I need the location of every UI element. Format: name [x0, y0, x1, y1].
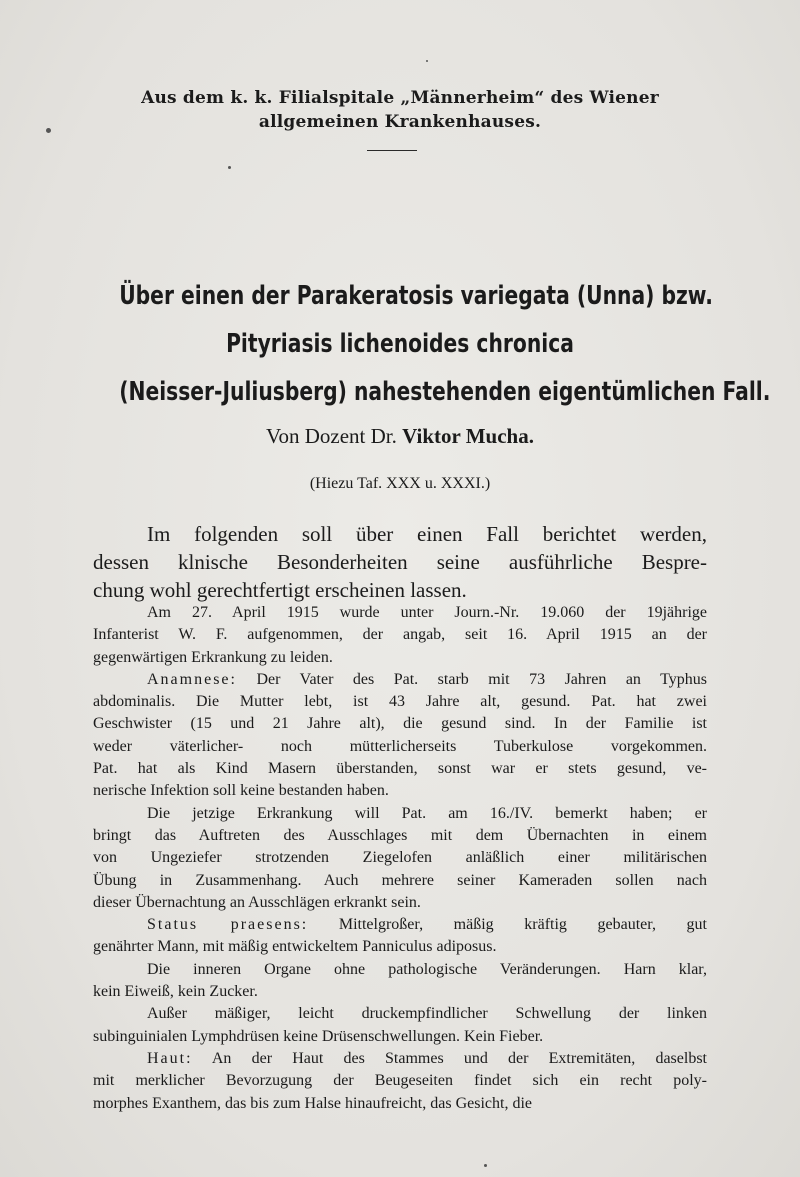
body-line: weder väterlicher- noch mütterlicherseits Tuberkulose vorgekommen.	[93, 737, 707, 755]
body-paragraph	[93, 602, 707, 669]
paragraph-label: Anamnese:	[147, 670, 237, 688]
body-line: Die jetzige Erkrankung will Pat. am 16./IV. bemerkt haben; er	[147, 804, 707, 822]
header-divider	[367, 150, 417, 151]
body-line: Geschwister (15 und 21 Jahre alt), die gesund sind. In der Familie ist	[93, 715, 707, 733]
author-line	[80, 422, 720, 450]
body-line: genährter Mann, mit mäßig entwickeltem Panniculus adiposus.	[93, 938, 497, 956]
body-line: nerische Infektion soll keine bestanden haben.	[93, 782, 389, 800]
body-line: Am 27. April 1915 wurde unter Journ.-Nr. 19.060 der 19jährige	[147, 604, 707, 621]
body-line: subinguinialen Lymphdrüsen keine Drüsenschwellungen. Kein Fieber.	[93, 1027, 544, 1045]
lead-line: Im folgenden soll über einen Fall berichtet werden,	[147, 522, 707, 546]
body-line-text: Der Vater des Pat. starb mit 73 Jahren an Typhus	[256, 670, 707, 688]
body-line: Die inneren Organe ohne pathologische Veränderungen. Harn klar,	[147, 960, 707, 978]
print-speck	[46, 128, 51, 133]
body-paragraph	[93, 1048, 707, 1115]
body-paragraph	[93, 803, 707, 914]
print-speck	[426, 60, 428, 62]
lead-line: chung wohl gerechtfertigt erscheinen lassen.	[93, 578, 467, 602]
paragraph-label: Haut:	[147, 1049, 193, 1067]
title-line-3: (Neisser-Juliusberg) nahestehenden eigentümlichen Fall.	[119, 377, 771, 407]
body-line: kein Eiweiß, kein Zucker.	[93, 983, 258, 1001]
body-paragraph	[93, 914, 707, 959]
body-line: bringt das Auftreten des Ausschlages mit dem Übernachten in einem	[93, 826, 707, 844]
body-line: Pat. hat als Kind Masern überstanden, sonst war er stets gesund, ve-	[93, 760, 707, 778]
body-line: mit merklicher Bevorzugung der Beugeseiten findet sich ein recht poly-	[93, 1072, 707, 1090]
body-line: Infanterist W. F. aufgenommen, der angab, seit 16. April 1915 an der	[93, 626, 707, 644]
body-line: dieser Übernachtung an Ausschlägen erkrankt sein.	[93, 893, 421, 911]
body-line: abdominalis. Die Mutter lebt, ist 43 Jahre alt, gesund. Pat. hat zwei	[93, 693, 707, 711]
title-line-2: Pityriasis lichenoides chronica	[226, 329, 574, 359]
body-line	[93, 914, 707, 936]
lead-line: dessen klnische Besonderheiten seine ausführliche Bespre-	[93, 550, 707, 574]
body-line: von Ungeziefer strotzenden Ziegelofen anläßlich einer militärischen	[93, 849, 707, 867]
body-line: Übung in Zusammenhang. Auch mehrere seiner Kameraden sollen nach	[93, 871, 707, 889]
body-line: morphes Exanthem, das bis zum Halse hinaufreicht, das Gesicht, die	[93, 1094, 532, 1112]
body-line-text: An der Haut des Stammes und der Extremitäten, daselbst	[211, 1049, 707, 1067]
print-speck	[484, 1164, 487, 1167]
author-name: Viktor Mucha.	[402, 424, 534, 448]
body-text	[93, 602, 707, 1115]
body-line	[93, 669, 707, 691]
body-line	[93, 1048, 707, 1070]
body-line: Außer mäßiger, leicht druckempfindlicher Schwellung der linken	[147, 1005, 707, 1023]
article-title	[119, 272, 771, 416]
institution-line-2: allgemeinen Krankenhauses.	[258, 112, 542, 132]
body-paragraph	[93, 669, 707, 803]
title-line-1: Über einen der Parakeratosis variegata (Unna) bzw.	[119, 281, 713, 311]
paragraph-label: Status praesens:	[147, 916, 309, 934]
institution-line-1: Aus dem k. k. Filialspitale „Männerheim“ des Wiener	[141, 88, 659, 108]
body-paragraph	[93, 959, 707, 1004]
body-line: gegenwärtigen Erkrankung zu leiden.	[93, 648, 333, 666]
body-paragraph	[93, 1003, 707, 1048]
body-line-text: Mittelgroßer, mäßig kräftig gebauter, gut	[338, 916, 707, 934]
plates-note: (Hiezu Taf. XXX u. XXXI.)	[309, 475, 491, 492]
print-speck	[228, 166, 231, 169]
lead-paragraph	[93, 520, 707, 604]
author-prefix: Von Dozent Dr.	[266, 424, 397, 448]
institution-header	[80, 86, 720, 134]
